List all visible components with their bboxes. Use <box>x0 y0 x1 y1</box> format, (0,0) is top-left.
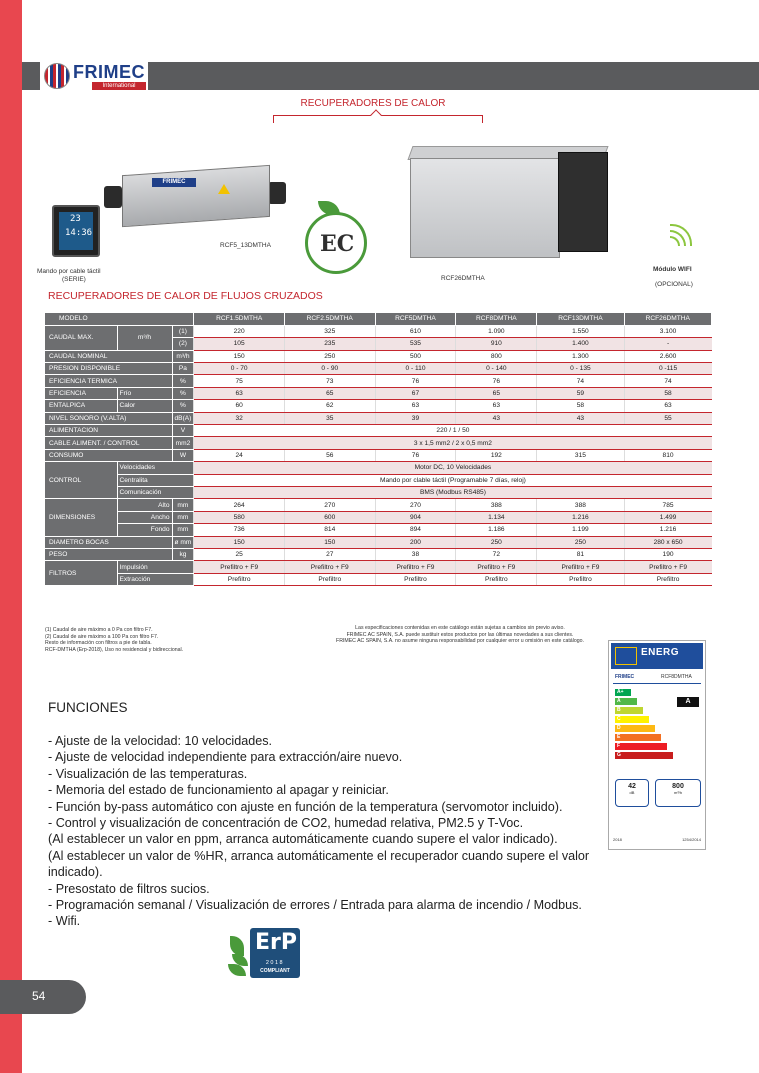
list-item: - Visualización de las temperaturas. <box>48 766 248 781</box>
table-cell: 1.550 <box>537 325 624 337</box>
wifi-icon <box>668 222 694 252</box>
table-cell: 76 <box>456 375 537 387</box>
divider <box>613 683 701 684</box>
row-sublabel: Extracción <box>117 573 194 585</box>
table-row <box>45 474 712 486</box>
ec-motor-badge <box>305 212 367 274</box>
list-item: - Ajuste de velocidad independiente para extracción/aire nuevo. <box>48 750 403 765</box>
table-row <box>45 350 712 362</box>
table-cell: 500 <box>375 350 456 362</box>
leaf-icon <box>318 201 340 215</box>
row-unit: m³/h <box>117 325 172 350</box>
table-cell: 736 <box>194 524 285 536</box>
table-row <box>45 486 712 498</box>
erp-card <box>250 928 300 978</box>
column-header: RCF5DMTHA <box>375 313 456 325</box>
energy-class-bar: A+ <box>615 689 631 696</box>
energy-class-bar: D <box>615 725 655 732</box>
table-cell: 72 <box>456 548 537 560</box>
erp-compliant: COMPLIANT <box>260 968 290 974</box>
controller-caption: Mando por cable táctil <box>37 268 101 275</box>
table-cell: 58 <box>624 387 711 399</box>
table-cell: 325 <box>284 325 375 337</box>
table-cell: 3.100 <box>624 325 711 337</box>
energy-class-bar: G <box>615 752 673 759</box>
row-label: CONSUMO <box>45 449 172 461</box>
table-row <box>45 412 712 424</box>
table-cell: 1.400 <box>537 338 624 350</box>
unit1-caption: RCF5_13DMTHA <box>220 242 271 249</box>
table-row <box>45 573 712 585</box>
footnote: Resto de información con filtros a pie de tabla. <box>45 640 152 647</box>
section-title: RECUPERADORES DE CALOR <box>300 98 446 109</box>
row-unit: % <box>172 400 194 412</box>
table-cell: 2.600 <box>624 350 711 362</box>
table-cell: 220 / 1 / 50 <box>194 425 712 437</box>
column-header: RCF13DMTHA <box>537 313 624 325</box>
table-cell: 1.216 <box>624 524 711 536</box>
erp-badge <box>228 928 302 978</box>
erp-title: ErP <box>255 930 298 955</box>
table-cell: 200 <box>375 536 456 548</box>
table-cell: 800 <box>456 350 537 362</box>
row-sublabel: Centralita <box>117 474 194 486</box>
table-cell: Prefiltro + F9 <box>284 561 375 573</box>
table-cell: 0 - 90 <box>284 363 375 375</box>
airflow-value: 800 <box>672 783 684 790</box>
table-cell: 250 <box>284 350 375 362</box>
energy-label-regulation: 1254/2014 <box>682 837 701 842</box>
energy-class-bar: B <box>615 707 643 714</box>
row-unit: % <box>172 387 194 399</box>
sound-level-box <box>615 779 649 807</box>
table-cell: 76 <box>375 449 456 461</box>
table-row <box>45 511 712 523</box>
table-cell: 25 <box>194 548 285 560</box>
table-cell: 0 -115 <box>624 363 711 375</box>
row-unit: kg <box>172 548 194 560</box>
table-cell: Prefiltro + F9 <box>375 561 456 573</box>
row-unit: V <box>172 425 194 437</box>
table-cell: 62 <box>284 400 375 412</box>
table-cell: 220 <box>194 325 285 337</box>
table-row <box>45 536 712 548</box>
table-cell: Prefiltro <box>537 573 624 585</box>
left-accent-strip <box>0 0 22 1073</box>
energy-label-year: 2018 <box>613 837 622 842</box>
table-row <box>45 363 712 375</box>
table-cell: 810 <box>624 449 711 461</box>
table-cell: Prefiltro + F9 <box>194 561 285 573</box>
table-cell: 105 <box>194 338 285 350</box>
table-cell: 59 <box>537 387 624 399</box>
table-cell: 60 <box>194 400 285 412</box>
row-label: ENTALPICA <box>45 400 117 412</box>
brand-name: FRIMEC <box>73 62 145 82</box>
list-item: - Control y visualización de concentración de CO2, humedad relativa, PM2.5 y T-Voc. <box>48 816 524 831</box>
table-row <box>45 325 712 337</box>
table-cell: 0 - 140 <box>456 363 537 375</box>
row-sublabel: Comunicación <box>117 486 194 498</box>
table-cell: 270 <box>284 499 375 511</box>
table-cell: 150 <box>194 536 285 548</box>
energy-rating-arrow: A <box>677 697 699 707</box>
row-unit: m³/h <box>172 350 194 362</box>
footnotes-left <box>45 627 275 653</box>
table-row <box>45 462 712 474</box>
table-row <box>45 375 712 387</box>
table-row <box>45 449 712 461</box>
ec-label: EC <box>320 231 355 257</box>
footnote: RCF-DMTHA (Erp-2018), Uso no residencial y bidireccional. <box>45 646 184 653</box>
row-unit: ø mm <box>172 536 194 548</box>
table-cell: 814 <box>284 524 375 536</box>
table-row <box>45 437 712 449</box>
row-sublabel: Ancho <box>117 511 172 523</box>
table-cell: 0 - 70 <box>194 363 285 375</box>
unit-casing <box>122 165 270 227</box>
column-header-model: MODELO <box>45 313 194 325</box>
table-cell: 35 <box>284 412 375 424</box>
table-cell: 894 <box>375 524 456 536</box>
table-cell: 58 <box>537 400 624 412</box>
table-title: RECUPERADORES DE CALOR DE FLUJOS CRUZADOS <box>48 290 323 302</box>
row-sublabel: Calor <box>117 400 172 412</box>
table-cell: 63 <box>194 387 285 399</box>
table-cell: 600 <box>284 511 375 523</box>
list-item: - Wifi. <box>48 914 81 929</box>
disclaimer: FRIMEC AC SPAIN, S.A. puede sustituir estos productos por las últimas novedades a sus clientes. <box>346 631 574 638</box>
unit2-caption: RCF26DMTHA <box>441 275 485 282</box>
table-cell: Motor DC, 10 Velocidades <box>194 462 712 474</box>
column-header: RCF26DMTHA <box>624 313 711 325</box>
functions-list <box>48 733 608 930</box>
table-cell: 250 <box>537 536 624 548</box>
table-cell: 1.216 <box>537 511 624 523</box>
table-cell: 24 <box>194 449 285 461</box>
row-unit: mm2 <box>172 437 194 449</box>
controller-display-temp: 23 <box>70 214 81 224</box>
table-row <box>45 400 712 412</box>
row-label: DIAMETRO BOCAS <box>45 536 172 548</box>
spec-table <box>45 313 712 586</box>
table-row <box>45 387 712 399</box>
unit-casing <box>410 158 560 258</box>
row-label: CAUDAL MAX. <box>45 325 117 350</box>
energy-class-bar: C <box>615 716 649 723</box>
page-number: 54 <box>32 989 46 1003</box>
table-cell: 388 <box>456 499 537 511</box>
row-note: (1) <box>172 325 194 337</box>
row-unit: % <box>172 375 194 387</box>
table-cell: 235 <box>284 338 375 350</box>
energy-label-model: RCF8DMTHA <box>661 674 692 680</box>
duct-outlet <box>268 182 286 204</box>
table-cell: 39 <box>375 412 456 424</box>
list-item: - Ajuste de la velocidad: 10 velocidades. <box>48 734 273 748</box>
table-cell: 73 <box>284 375 375 387</box>
row-label: FILTROS <box>45 561 117 586</box>
table-cell: 63 <box>456 400 537 412</box>
energy-class-bar: A <box>615 698 637 705</box>
row-label: CABLE ALIMENT. / CONTROL <box>45 437 172 449</box>
energy-label-title: ENERG <box>641 647 680 658</box>
table-cell: 76 <box>375 375 456 387</box>
table-cell: 43 <box>537 412 624 424</box>
row-label: CAUDAL NOMINAL <box>45 350 172 362</box>
table-row <box>45 561 712 573</box>
airflow-box <box>655 779 701 807</box>
wifi-sub: (OPCIONAL) <box>655 281 693 288</box>
footnote: (2) Caudal de aire máximo a 100 Pa con filtro F7. <box>45 633 159 640</box>
row-sublabel: Frío <box>117 387 172 399</box>
table-cell: 63 <box>375 400 456 412</box>
erp-year: 2018 <box>265 960 285 966</box>
table-cell: 910 <box>456 338 537 350</box>
table-cell: 38 <box>375 548 456 560</box>
table-cell: 65 <box>456 387 537 399</box>
energy-label-brand: FRIMEC <box>615 674 635 680</box>
warning-icon <box>218 184 230 194</box>
list-item: - Presostato de filtros sucios. <box>48 881 210 896</box>
controller-display-time: 14:36 <box>65 228 93 238</box>
unit-rcf5-image <box>100 160 290 230</box>
table-cell: 904 <box>375 511 456 523</box>
table-cell: Prefiltro <box>375 573 456 585</box>
globe-icon <box>44 63 70 89</box>
row-unit: mm <box>172 511 194 523</box>
table-cell: 1.186 <box>456 524 537 536</box>
table-cell: Prefiltro <box>284 573 375 585</box>
table-cell: 192 <box>456 449 537 461</box>
wifi-title: Módulo WIFI <box>653 266 692 273</box>
table-row <box>45 499 712 511</box>
table-cell: Prefiltro <box>624 573 711 585</box>
table-cell: 610 <box>375 325 456 337</box>
row-label: PRESION DISPONIBLE <box>45 363 172 375</box>
table-cell: 315 <box>537 449 624 461</box>
table-row <box>45 548 712 560</box>
table-cell: 1.090 <box>456 325 537 337</box>
energy-class-bar: E <box>615 734 661 741</box>
table-cell: 3 x 1,5 mm2 / 2 x 0,5 mm2 <box>194 437 712 449</box>
eu-flag-icon <box>615 647 637 665</box>
column-header: RCF2.5DMTHA <box>284 313 375 325</box>
table-cell: Prefiltro + F9 <box>456 561 537 573</box>
unit-front-panel <box>558 152 608 252</box>
table-cell: Prefiltro + F9 <box>624 561 711 573</box>
table-header-row <box>45 313 712 325</box>
table-cell: 270 <box>375 499 456 511</box>
row-label: EFICIENCIA <box>45 387 117 399</box>
touch-controller-image <box>52 205 100 257</box>
table-cell: 65 <box>284 387 375 399</box>
list-item: - Programación semanal / Visualización de errores / Entrada para alarma de incendio / Modbus. <box>48 898 582 913</box>
table-cell: 63 <box>624 400 711 412</box>
row-sublabel: Alto <box>117 499 172 511</box>
duct-outlet <box>104 186 122 208</box>
table-cell: Prefiltro <box>194 573 285 585</box>
table-cell: 190 <box>624 548 711 560</box>
disclaimer: FRIMEC AC SPAIN, S.A. no asume ninguna responsabilidad por cualquier error u omisión en este catálogo. <box>336 638 584 645</box>
table-cell: 27 <box>284 548 375 560</box>
table-cell: 81 <box>537 548 624 560</box>
row-label: CONTROL <box>45 462 117 499</box>
table-cell: 250 <box>456 536 537 548</box>
energy-label-header <box>611 643 703 669</box>
controller-caption-sub: (SERIE) <box>62 276 86 283</box>
table-cell: 74 <box>624 375 711 387</box>
row-note: (2) <box>172 338 194 350</box>
table-cell: 0 - 110 <box>375 363 456 375</box>
table-cell: 43 <box>456 412 537 424</box>
table-row <box>45 524 712 536</box>
energy-label <box>608 640 706 850</box>
table-cell: 56 <box>284 449 375 461</box>
table-cell: 535 <box>375 338 456 350</box>
table-cell: 55 <box>624 412 711 424</box>
table-cell: 264 <box>194 499 285 511</box>
table-cell: 280 x 650 <box>624 536 711 548</box>
footnotes-right <box>300 625 620 645</box>
table-cell: 388 <box>537 499 624 511</box>
column-header: RCF1.5DMTHA <box>194 313 285 325</box>
list-item: (Al establecer un valor en ppm, arranca automáticamente cuando supere el valor indicado). <box>48 832 558 847</box>
row-label: EFICIENCIA TERMICA <box>45 375 172 387</box>
brand-sub: International <box>92 82 146 90</box>
table-cell: 32 <box>194 412 285 424</box>
table-cell: 1.134 <box>456 511 537 523</box>
table-cell: 74 <box>537 375 624 387</box>
table-cell: 1.300 <box>537 350 624 362</box>
airflow-unit: m³/h <box>674 790 682 795</box>
table-cell: Mando por clable táctil (Programable 7 días, reloj) <box>194 474 712 486</box>
row-unit: Pa <box>172 363 194 375</box>
table-cell: 150 <box>194 350 285 362</box>
row-label: PESO <box>45 548 172 560</box>
table-cell: 1.199 <box>537 524 624 536</box>
functions-title: FUNCIONES <box>48 700 128 715</box>
table-cell: 150 <box>284 536 375 548</box>
table-cell: 785 <box>624 499 711 511</box>
disclaimer: Las especificaciones contenidas en este catálogo están sujetas a cambios sin previo aviso. <box>355 625 565 631</box>
row-label: NIVEL SONORO (V.ALTA) <box>45 412 172 424</box>
unit-brand-plate: FRIMEC <box>152 178 196 187</box>
sound-level-value: 42 <box>628 783 636 790</box>
table-cell: 67 <box>375 387 456 399</box>
table-cell: 75 <box>194 375 285 387</box>
table-cell: Prefiltro <box>456 573 537 585</box>
table-row <box>45 425 712 437</box>
table-cell: Prefiltro + F9 <box>537 561 624 573</box>
row-sublabel: Impulsión <box>117 561 194 573</box>
row-unit: mm <box>172 524 194 536</box>
row-unit: W <box>172 449 194 461</box>
table-cell: 0 - 135 <box>537 363 624 375</box>
row-sublabel: Fondo <box>117 524 172 536</box>
row-label: ALIMENTACION <box>45 425 172 437</box>
footnote: (1) Caudal de aire máximo a 0 Pa con filtro F7. <box>45 627 153 633</box>
column-header: RCF8DMTHA <box>456 313 537 325</box>
list-item: - Función by-pass automático con ajuste en función de la temperatura (servomotor incluido). <box>48 799 563 814</box>
table-cell: 580 <box>194 511 285 523</box>
row-sublabel: Velocidades <box>117 462 194 474</box>
unit-rcf26-image <box>400 140 610 260</box>
list-item: - Memoria del estado de funcionamiento al apagar y reiniciar. <box>48 783 389 798</box>
row-unit: mm <box>172 499 194 511</box>
row-label: DIMENSIONES <box>45 499 117 536</box>
table-cell: 1.499 <box>624 511 711 523</box>
sound-level-unit: dB <box>629 790 635 795</box>
row-unit: dB(A) <box>172 412 194 424</box>
table-cell: - <box>624 338 711 350</box>
table-cell: BMS (Modbus RS485) <box>194 486 712 498</box>
list-item: (Al establecer un valor de %HR, arranca automáticamente el recuperador cuando supere el valor indicado). <box>48 848 590 880</box>
brand-logo <box>40 60 148 94</box>
energy-class-bar: F <box>615 743 667 750</box>
